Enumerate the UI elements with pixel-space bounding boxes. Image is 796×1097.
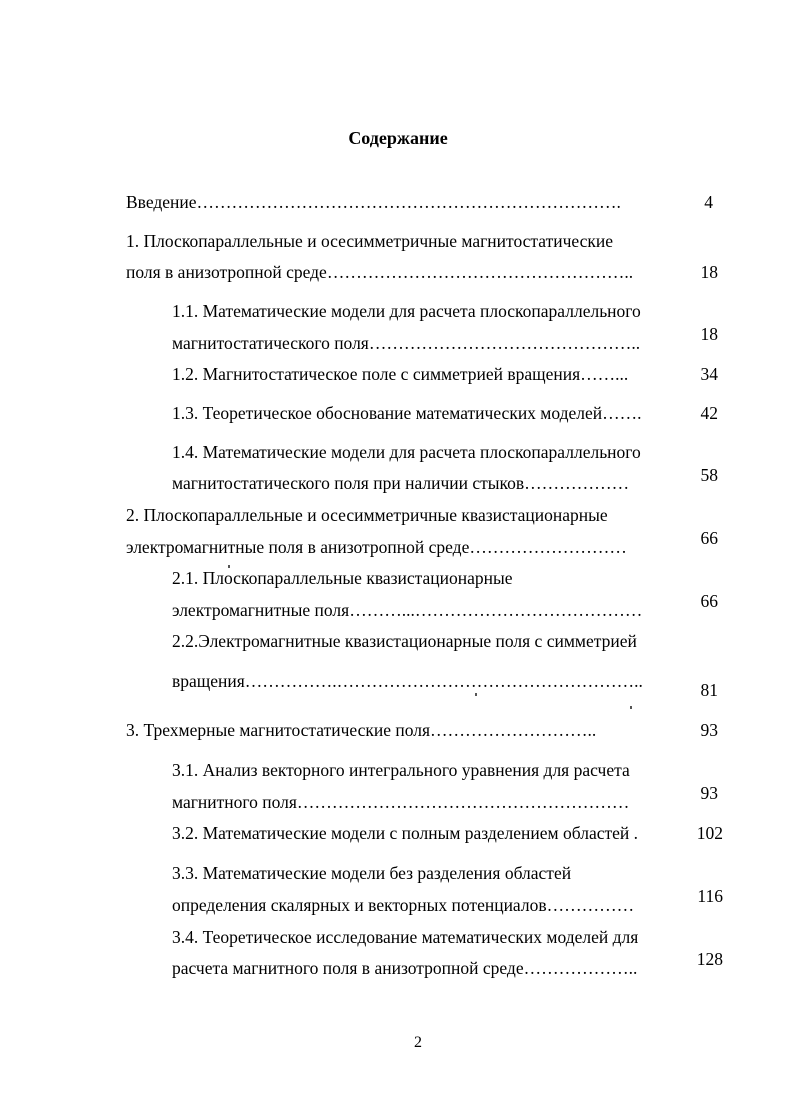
toc-entry-section-3-1-line-1: 3.1. Анализ векторного интегрального уравнения для расчета <box>172 760 630 780</box>
toc-entry-section-3-1-line-2: магнитного поля………………………………………………… <box>172 792 630 812</box>
page-title: Содержание <box>348 128 448 148</box>
toc-page-number: 66 <box>700 528 718 548</box>
toc-entry-section-3-4-line-1: 3.4. Теоретическое исследование математических моделей для <box>172 927 639 947</box>
toc-entry-chapter-2-line-2: электромагнитные поля в анизотропной среде……………………… <box>126 537 627 557</box>
toc-entry-section-1-1-line-2: магнитостатического поля……………………………………….. <box>172 333 641 353</box>
toc-entry-section-2-1-line-1: 2.1. Плоскопараллельные квазистационарные <box>172 568 513 588</box>
toc-page-number: 93 <box>700 783 718 803</box>
toc-page-number: 128 <box>696 949 723 969</box>
toc-entry-section-1-4-line-1: 1.4. Математические модели для расчета плоскопараллельного <box>172 442 641 462</box>
toc-page-number: 42 <box>700 403 718 423</box>
toc-entry-chapter-3: 3. Трехмерные магнитостатические поля……………………….. <box>126 720 597 740</box>
toc-page-number: 4 <box>704 192 713 212</box>
toc-entry-section-2-2-line-2: вращения…………….…………………………………………….. <box>172 671 643 691</box>
toc-entry-section-1-3: 1.3. Теоретическое обоснование математических моделей……. <box>172 403 642 423</box>
toc-page-number: 116 <box>697 886 723 906</box>
scan-speck <box>475 693 477 696</box>
toc-entry-section-3-4-line-2: расчета магнитного поля в анизотропной среде……………….. <box>172 958 638 978</box>
toc-entry-section-2-1-line-2: электромагнитные поля………...………………………………… <box>172 600 643 620</box>
toc-entry-section-3-3-line-2: определения скалярных и векторных потенциалов…………… <box>172 895 635 915</box>
toc-entry-chapter-1-line-2: поля в анизотропной среде…………………………………………….. <box>126 262 634 282</box>
toc-entry-section-2-2-line-1: 2.2.Электромагнитные квазистационарные поля с симметрией <box>172 631 637 651</box>
scan-speck <box>630 706 632 709</box>
toc-entry-chapter-1-line-1: 1. Плоскопараллельные и осесимметричные магнитостатические <box>126 231 614 251</box>
toc-entry-section-3-3-line-1: 3.3. Математические модели без разделения областей <box>172 863 572 883</box>
toc-page-number: 93 <box>700 720 718 740</box>
toc-page-number: 81 <box>700 680 718 700</box>
toc-page-number: 34 <box>700 364 718 384</box>
scan-speck <box>228 565 230 568</box>
toc-entry-chapter-2-line-1: 2. Плоскопараллельные и осесимметричные квазистационарные <box>126 505 608 525</box>
toc-entry-intro: Введение………………………………………………………………. <box>126 192 621 212</box>
toc-page-number: 66 <box>700 591 718 611</box>
toc-page-number: 18 <box>700 262 718 282</box>
toc-page-number: 102 <box>696 823 723 843</box>
toc-entry-section-1-2: 1.2. Магнитостатическое поле с симметрией вращения……... <box>172 364 629 384</box>
toc-entry-section-1-1-line-1: 1.1. Математические модели для расчета плоскопараллельного <box>172 301 641 321</box>
toc-page-number: 18 <box>700 324 718 344</box>
footer-page-number: 2 <box>414 1034 422 1051</box>
toc-entry-section-1-4-line-2: магнитостатического поля при наличии стыков……………… <box>172 473 630 493</box>
toc-entry-section-3-2: 3.2. Математические модели с полным разделением областей . <box>172 823 639 843</box>
toc-page-number: 58 <box>700 465 718 485</box>
